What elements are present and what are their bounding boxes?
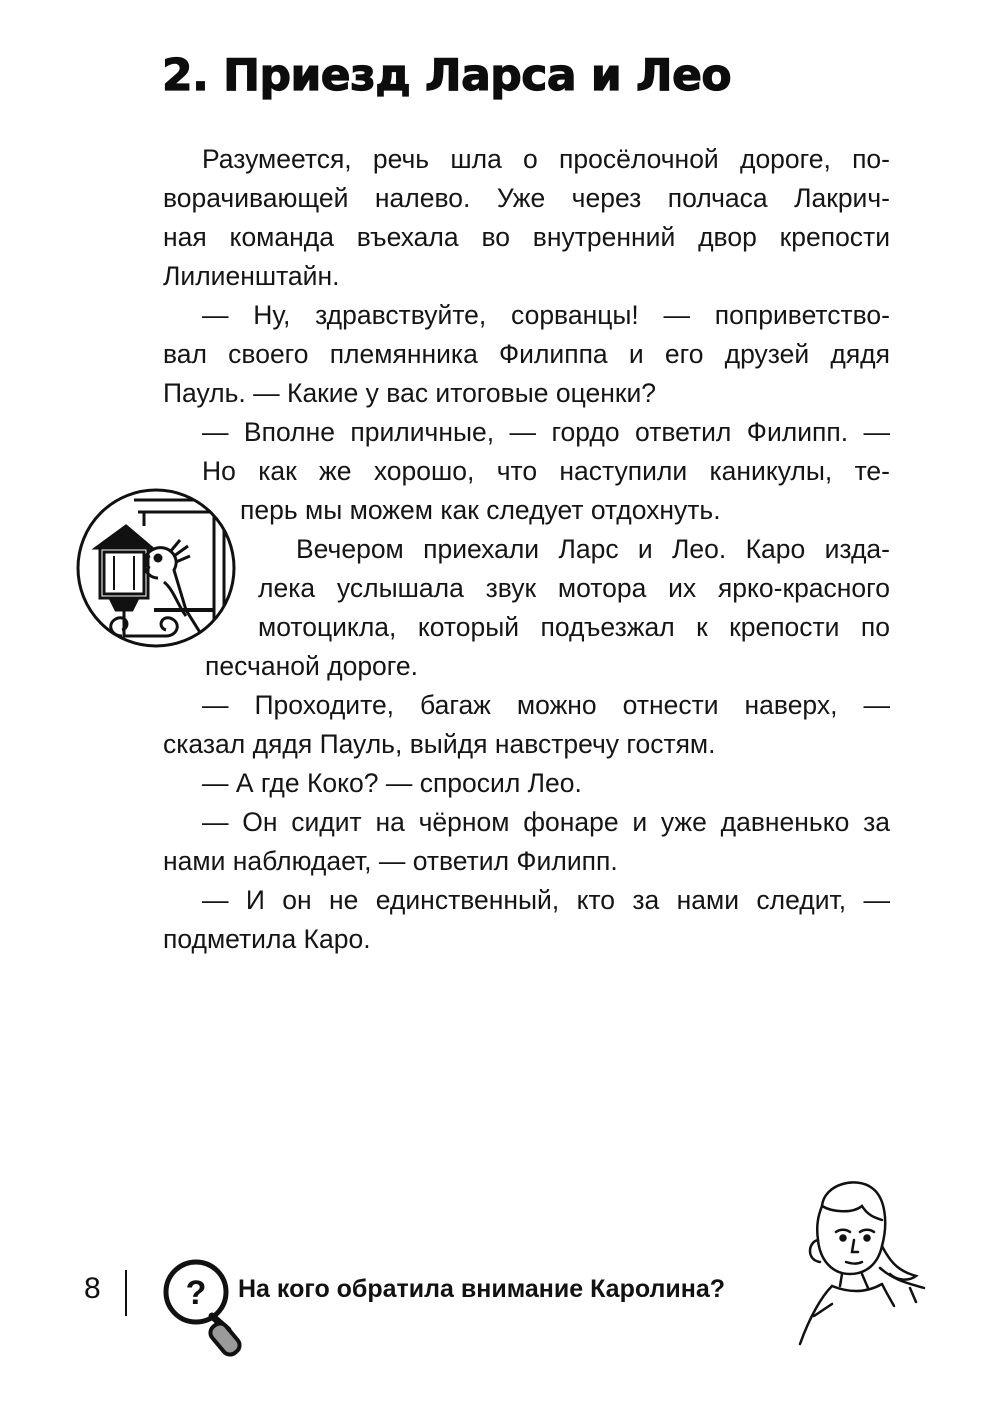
text-line: — А где Коко? — спросил Лео. — [202, 768, 582, 798]
text-line: ворачивающей налево. Уже через полчаса Лакрич- — [163, 183, 890, 213]
text-line: — Он сидит на чёрном фонаре и уже давненько за — [202, 807, 890, 837]
text-line: — Ну, здравствуйте, сорванцы! — поприветство- — [202, 300, 890, 330]
text-line: Разумеется, речь шла о просёлочной дороге, по- — [202, 144, 890, 174]
question-mark: ? — [185, 1274, 207, 1312]
girl-portrait-icon — [792, 1176, 928, 1346]
text-line: Вечером приехали Ларс и Лео. Каро изда- — [296, 534, 890, 564]
text-line: ная команда въехала во внутренний двор крепости — [163, 222, 890, 252]
text-line: Но как же хорошо, что наступили каникулы, те- — [202, 456, 890, 486]
chapter-title: 2. Приезд Ларса и Лео — [162, 50, 732, 101]
text-line: Лилиенштайн. — [163, 261, 340, 291]
footer-divider — [125, 1270, 127, 1316]
footer-question: На кого обратила внимание Каролина? — [238, 1275, 726, 1303]
text-line: лека услышала звук мотора их ярко-красного — [258, 573, 890, 603]
text-line: — Проходите, багаж можно отнести наверх, — — [202, 690, 890, 720]
text-line: сказал дядя Пауль, выйдя навстречу гостям. — [163, 729, 716, 759]
text-line: — Вполне приличные, — гордо ответил Филипп. — — [202, 417, 890, 447]
text-line: песчаной дороге. — [205, 651, 418, 681]
lantern-parrot-icon — [74, 486, 238, 650]
text-line: подметила Каро. — [163, 924, 371, 954]
text-line: мотоцикла, который подъезжал к крепости по — [258, 612, 890, 642]
text-line: Пауль. — Какие у вас итоговые оценки? — [163, 378, 656, 408]
page-number: 8 — [84, 1272, 101, 1305]
text-line: перь мы можем как следует отдохнуть. — [240, 495, 721, 525]
text-line: вал своего племянника Филиппа и его друзей дядя — [163, 339, 890, 369]
magnifier-question-icon — [158, 1256, 250, 1360]
text-line: — И он не единственный, кто за нами следит, — — [202, 885, 890, 915]
text-line: нами наблюдает, — ответил Филипп. — [163, 846, 618, 876]
